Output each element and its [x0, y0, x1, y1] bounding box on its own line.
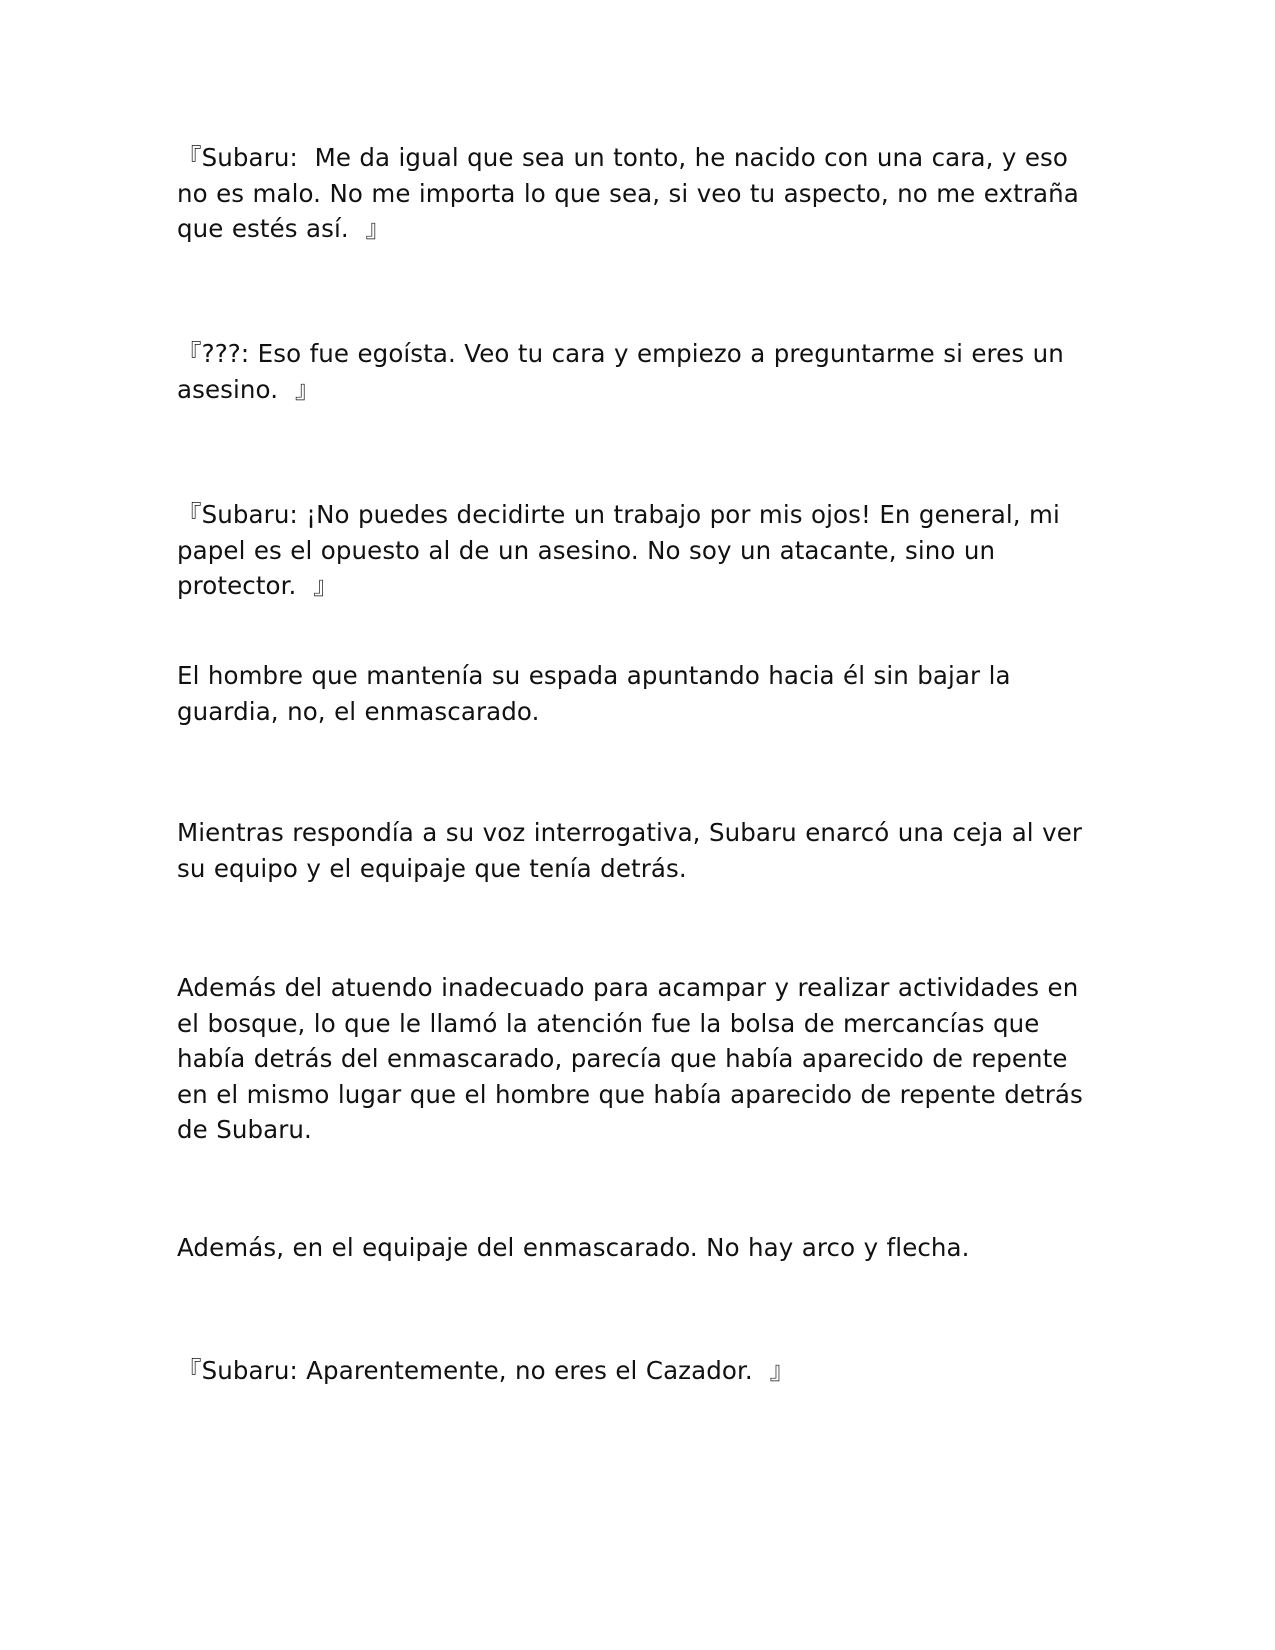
narration-paragraph: El hombre que mantenía su espada apuntando hacia él sin bajar la guardia, no, el enmascarado. [177, 661, 1020, 726]
dialogue-paragraph: 『Subaru: Me da igual que sea un tonto, he nacido con una cara, y eso no es malo. No me importa lo que sea, si veo tu aspecto, no me extraña que estés así. 』 [177, 143, 1088, 243]
narration-paragraph: Mientras respondía a su voz interrogativa, Subaru enarcó una ceja al ver su equipo y el equipaje que tenía detrás. [177, 818, 1091, 883]
dialogue-paragraph: 『Subaru: Aparentemente, no eres el Cazador. 』 [177, 1356, 795, 1385]
dialogue-paragraph: 『???: Eso fue egoísta. Veo tu cara y empiezo a preguntarme si eres un asesino. 』 [177, 339, 1073, 404]
narration-paragraph: Además, en el equipaje del enmascarado. No hay arco y flecha. [177, 1233, 970, 1262]
dialogue-paragraph: 『Subaru: ¡No puedes decidirte un trabajo por mis ojos! En general, mi papel es el opuesto al de un asesino. No soy un atacante, sino un protector. 』 [177, 500, 1069, 600]
narration-paragraph: Además del atuendo inadecuado para acampar y realizar actividades en el bosque, lo que le llamó la atención fue la bolsa de mercancías que había detrás del enmascarado, parecía que había aparecido de repente en el mismo lugar que el hombre que había aparecido de repente detrás de Subaru. [177, 973, 1092, 1144]
